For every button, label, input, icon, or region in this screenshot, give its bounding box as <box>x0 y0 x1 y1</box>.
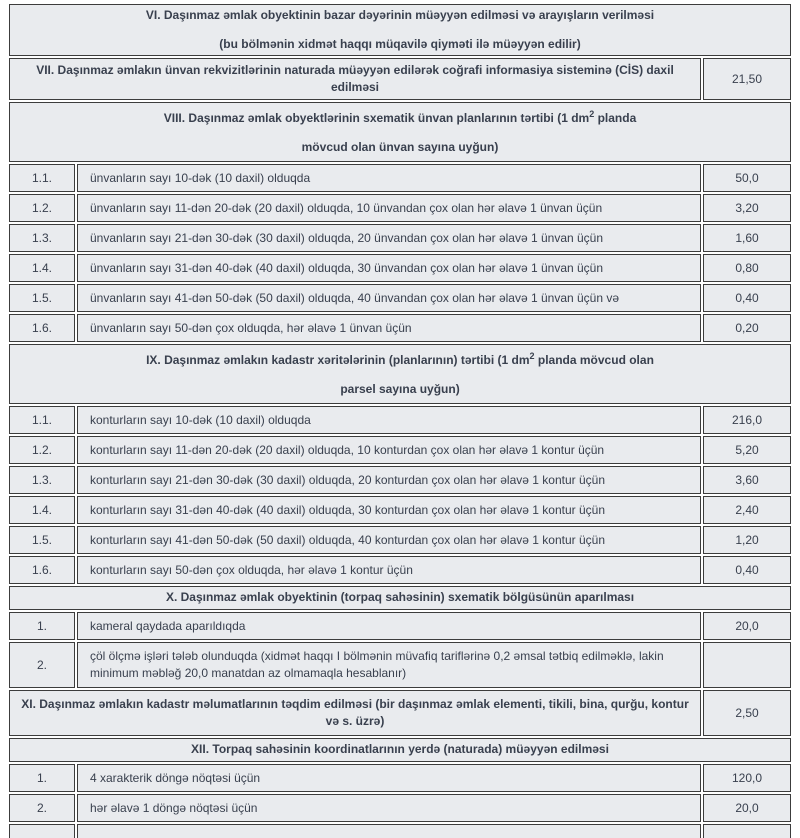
tariff-table <box>7 2 793 838</box>
row-description: ünvanların sayı 41-dən 50-dək (50 daxil) olduqda, 40 ünvandan çox olan hər əlavə 1 ünvan üçün və <box>77 284 701 312</box>
table-row <box>9 496 791 524</box>
row-number: 1.4. <box>9 254 75 282</box>
row-value: 50,0 <box>703 164 791 192</box>
row-value: 1,20 <box>703 526 791 554</box>
row-description: konturların sayı 50-dən çox olduqda, hər əlavə 1 kontur üçün <box>77 556 701 584</box>
row-description: ünvanların sayı 11-dən 20-dək (20 daxil) olduqda, 10 ünvandan çox olan hər əlavə 1 ünvan üçün <box>77 194 701 222</box>
table-row <box>9 194 791 222</box>
table-row <box>9 224 791 252</box>
row-number: 1.1. <box>9 406 75 434</box>
row-value: 0,80 <box>703 254 791 282</box>
section-viii-title-cell <box>9 102 791 162</box>
row-description: konturların sayı 31-dən 40-dək (40 daxil) olduqda, 30 konturdan çox olan hər əlavə 1 kontur üçün <box>77 496 701 524</box>
row-description: konturların sayı 41-dən 50-dək (50 daxil) olduqda, 40 konturdan çox olan hər əlavə 1 kontur üçün <box>77 526 701 554</box>
row-value: 1,60 <box>703 224 791 252</box>
row-number: 1.2. <box>9 436 75 464</box>
section-header-viii <box>9 102 791 162</box>
row-number: 1.3. <box>9 224 75 252</box>
section-header-x <box>9 586 791 610</box>
row-description: ünvanların sayı 31-dən 40-dək (40 daxil) olduqda, 30 ünvandan çox olan hər əlavə 1 ünvan üçün <box>77 254 701 282</box>
section-ix-title-cell <box>9 344 791 404</box>
row-description: kameral qaydada aparıldıqda <box>77 612 701 640</box>
table-row-partial <box>9 824 791 838</box>
title-text-after-sup: planda <box>594 110 637 125</box>
table-row <box>9 612 791 640</box>
table-row <box>9 254 791 282</box>
section-vii-fee: 21,50 <box>703 58 791 100</box>
row-number: 1. <box>9 612 75 640</box>
row-description: ünvanların sayı 50-dən çox olduqda, hər əlavə 1 ünvan üçün <box>77 314 701 342</box>
row-number: 2. <box>9 642 75 688</box>
title-text: IX. Daşınmaz əmlakın kadastr xəritələrinin (planlarının) tərtibi (1 dm <box>146 352 530 367</box>
row-value: 0,40 <box>703 284 791 312</box>
section-x-title: X. Daşınmaz əmlak obyektinin (torpaq sahəsinin) sxematik bölgüsünün aparılması <box>9 586 791 610</box>
tariff-document <box>7 2 793 838</box>
row-number: 1.6. <box>9 314 75 342</box>
row-number: 1.5. <box>9 284 75 312</box>
superscript: 2 <box>589 108 595 119</box>
row-description: konturların sayı 10-dək (10 daxil) olduqda <box>77 406 701 434</box>
title-text-after-sup: planda mövcud olan <box>534 352 654 367</box>
section-xi-title: XI. Daşınmaz əmlakın kadastr məlumatlarının təqdim edilməsi (bir daşınmaz əmlak elementi, tikili, bina, qurğu, kontur və s. üzrə) <box>9 690 701 736</box>
row-number: 1.4. <box>9 496 75 524</box>
section-viii-title-line1 <box>16 108 784 127</box>
row-description: konturların sayı 21-dən 30-dək (30 daxil) olduqda, 20 konturdan çox olan hər əlavə 1 kontur üçün <box>77 466 701 494</box>
row-number: 1.1. <box>9 164 75 192</box>
title-text: VIII. Daşınmaz əmlak obyektlərinin sxematik ünvan planlarının tərtibi (1 dm <box>163 110 590 125</box>
table-row <box>9 556 791 584</box>
section-viii-title-line2: mövcud olan ünvan sayına uyğun) <box>301 139 499 154</box>
row-value <box>703 642 791 688</box>
row-value: 0,40 <box>703 556 791 584</box>
row-value: 3,60 <box>703 466 791 494</box>
superscript: 2 <box>529 350 535 361</box>
section-row-xi <box>9 690 791 736</box>
section-vii-title: VII. Daşınmaz əmlakın ünvan rekvizitlərinin naturada müəyyən edilərək coğrafi informasiya sisteminə (CİS) daxil edilməsi <box>9 58 701 100</box>
row-value: 5,20 <box>703 436 791 464</box>
section-vi-title-cell <box>9 4 791 56</box>
row-number: 1.6. <box>9 556 75 584</box>
table-row <box>9 406 791 434</box>
row-value: 20,0 <box>703 794 791 822</box>
table-row <box>9 284 791 312</box>
row-number: 1. <box>9 764 75 792</box>
row-value: 2,40 <box>703 496 791 524</box>
row-description: 4 xarakterik döngə nöqtəsi üçün <box>77 764 701 792</box>
table-row <box>9 794 791 822</box>
section-vi-title: VI. Daşınmaz əmlak obyektinin bazar dəyərinin müəyyən edilməsi və arayışların verilməsi <box>145 8 655 22</box>
table-row <box>9 436 791 464</box>
table-row <box>9 466 791 494</box>
row-value <box>703 824 791 838</box>
table-row <box>9 164 791 192</box>
section-header-xii <box>9 738 791 762</box>
section-vi-subtitle: (bu bölmənin xidmət haqqı müqavilə qiyməti ilə müəyyən edilir) <box>219 36 581 51</box>
table-row <box>9 642 791 688</box>
row-description: hər əlavə 1 döngə nöqtəsi üçün <box>77 794 701 822</box>
row-value: 216,0 <box>703 406 791 434</box>
row-value: 0,20 <box>703 314 791 342</box>
row-number <box>9 824 75 838</box>
row-description: çöl ölçmə işləri tələb olunduqda (xidmət haqqı I bölmənin müvafiq tariflərinə 0,2 əmsal tətbiq edilməklə, lakin minimum məbləğ 20,0 manatdan az olmamaqla hesablanır) <box>77 642 701 688</box>
row-number: 1.2. <box>9 194 75 222</box>
section-header-ix <box>9 344 791 404</box>
section-row-vii <box>9 58 791 100</box>
table-row <box>9 314 791 342</box>
section-xii-title: XII. Torpaq sahəsinin koordinatlarının yerdə (naturada) müəyyən edilməsi <box>9 738 791 762</box>
row-number: 1.5. <box>9 526 75 554</box>
row-number: 1.3. <box>9 466 75 494</box>
section-ix-title-line1 <box>16 350 784 369</box>
section-header-vi <box>9 4 791 56</box>
section-ix-title-line2: parsel sayına uyğun) <box>340 381 460 396</box>
row-description: ünvanların sayı 21-dən 30-dək (30 daxil) olduqda, 20 ünvandan çox olan hər əlavə 1 ünvan üçün <box>77 224 701 252</box>
row-value: 120,0 <box>703 764 791 792</box>
row-description <box>77 824 701 838</box>
row-description: ünvanların sayı 10-dək (10 daxil) olduqda <box>77 164 701 192</box>
row-value: 20,0 <box>703 612 791 640</box>
row-description: konturların sayı 11-dən 20-dək (20 daxil) olduqda, 10 konturdan çox olan hər əlavə 1 kontur üçün <box>77 436 701 464</box>
table-row <box>9 764 791 792</box>
table-row <box>9 526 791 554</box>
row-number: 2. <box>9 794 75 822</box>
row-value: 3,20 <box>703 194 791 222</box>
section-xi-fee: 2,50 <box>703 690 791 736</box>
